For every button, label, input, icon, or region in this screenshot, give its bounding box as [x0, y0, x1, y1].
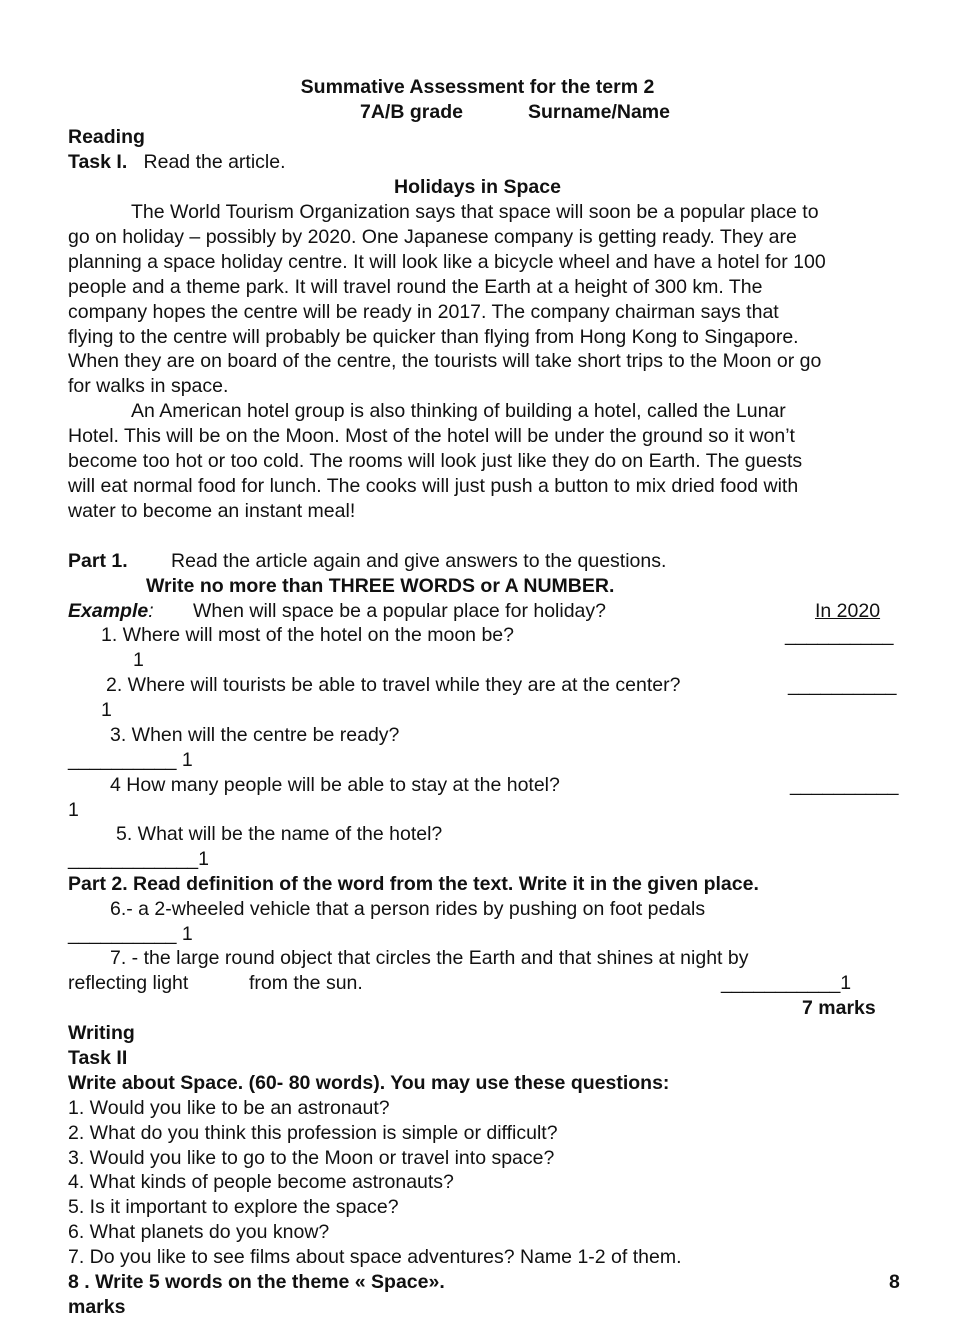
question-5: 5. What will be the name of the hotel?	[116, 823, 443, 845]
article-line: planning a space holiday centre. It will look like a bicycle wheel and have a hotel for 100	[68, 251, 826, 273]
reading-heading: Reading	[68, 126, 145, 148]
example-label: Example:	[68, 600, 154, 622]
article-line: The World Tourism Organization says that space will soon be a popular place to	[131, 201, 819, 223]
task-1-label: Task I.	[68, 151, 128, 173]
part-1-rule: Write no more than THREE WORDS or A NUMBER.	[146, 575, 615, 597]
page-title: Summative Assessment for the term 2	[300, 76, 655, 98]
mark-4: 1	[68, 799, 79, 821]
writing-question: 2. What do you think this profession is simple or difficult?	[68, 1122, 558, 1144]
mark-2: 1	[101, 699, 112, 721]
article-line: When they are on board of the centre, the tourists will take short trips to the Moon or go	[68, 350, 822, 372]
mark-1: 1	[133, 649, 144, 671]
grade-label: 7A/B grade	[360, 101, 463, 123]
writing-question-8: 8 . Write 5 words on the theme « Space».	[68, 1271, 445, 1293]
article-line: An American hotel group is also thinking of building a hotel, called the Lunar	[131, 400, 786, 422]
answer-blank-1[interactable]: __________	[785, 624, 894, 646]
part-1-instruction: Read the article again and give answers to the questions.	[171, 550, 667, 572]
article-line: will eat normal food for lunch. The cooks will just push a button to mix dried food with	[68, 475, 799, 497]
surname-name-label: Surname/Name	[528, 101, 670, 123]
writing-question: 3. Would you like to go to the Moon or travel into space?	[68, 1147, 555, 1169]
writing-question: 4. What kinds of people become astronauts?	[68, 1171, 454, 1193]
article-line: for walks in space.	[68, 375, 229, 397]
task-1-line	[68, 150, 286, 174]
article-line: water to become an instant meal!	[68, 500, 356, 522]
writing-marks-word: marks	[68, 1296, 126, 1318]
task-1-text: Read the article.	[143, 151, 286, 173]
answer-blank-2[interactable]: __________	[788, 674, 897, 696]
writing-question: 7. Do you like to see films about space adventures? Name 1-2 of them.	[68, 1246, 682, 1268]
writing-question: 6. What planets do you know?	[68, 1221, 330, 1243]
question-1: 1. Where will most of the hotel on the moon be?	[101, 624, 514, 646]
answer-blank-4[interactable]: __________	[790, 774, 899, 796]
question-6: 6.- a 2-wheeled vehicle that a person rides by pushing on foot pedals	[110, 898, 706, 920]
answer-blank-6[interactable]: __________ 1	[68, 923, 193, 945]
part-1-label: Part 1.	[68, 550, 128, 572]
answer-blank-3[interactable]: __________ 1	[68, 749, 193, 771]
part-2-heading: Part 2. Read definition of the word from the text. Write it in the given place.	[68, 873, 759, 895]
part-1-2-marks: 7 marks	[802, 997, 876, 1019]
task-2-label: Task II	[68, 1047, 128, 1069]
question-7-cont-b: from the sun.	[249, 972, 363, 994]
article-line: company hopes the centre will be ready in 2017. The company chairman says that	[68, 301, 779, 323]
writing-question: 1. Would you like to be an astronaut?	[68, 1097, 390, 1119]
article-line: become too hot or too cold. The rooms will look just like they do on Earth. The guests	[68, 450, 803, 472]
writing-marks-number: 8	[889, 1271, 900, 1293]
question-7: 7. - the large round object that circles the Earth and that shines at night by	[110, 947, 749, 969]
question-7-cont-a: reflecting light	[68, 972, 189, 994]
article-line: flying to the centre will probably be quicker than flying from Hong Kong to Singapore.	[68, 326, 799, 348]
example-question: When will space be a popular place for holiday?	[193, 600, 606, 622]
writing-question: 5. Is it important to explore the space?	[68, 1196, 399, 1218]
question-3: 3. When will the centre be ready?	[110, 724, 400, 746]
writing-instruction: Write about Space. (60- 80 words). You may use these questions:	[68, 1072, 670, 1094]
question-2: 2. Where will tourists be able to travel while they are at the center?	[106, 674, 681, 696]
writing-heading: Writing	[68, 1022, 135, 1044]
article-title: Holidays in Space	[394, 176, 561, 198]
article-line: Hotel. This will be on the Moon. Most of the hotel will be under the ground so it won’t	[68, 425, 795, 447]
article-line: go on holiday – possibly by 2020. One Japanese company is getting ready. They are	[68, 226, 797, 248]
example-answer: In 2020	[815, 600, 881, 622]
question-4: 4 How many people will be able to stay at the hotel?	[110, 774, 560, 796]
article-line: people and a theme park. It will travel round the Earth at a height of 300 km. The	[68, 276, 763, 298]
answer-blank-7[interactable]: ___________1	[721, 972, 852, 994]
answer-blank-5[interactable]: ____________1	[68, 848, 209, 870]
